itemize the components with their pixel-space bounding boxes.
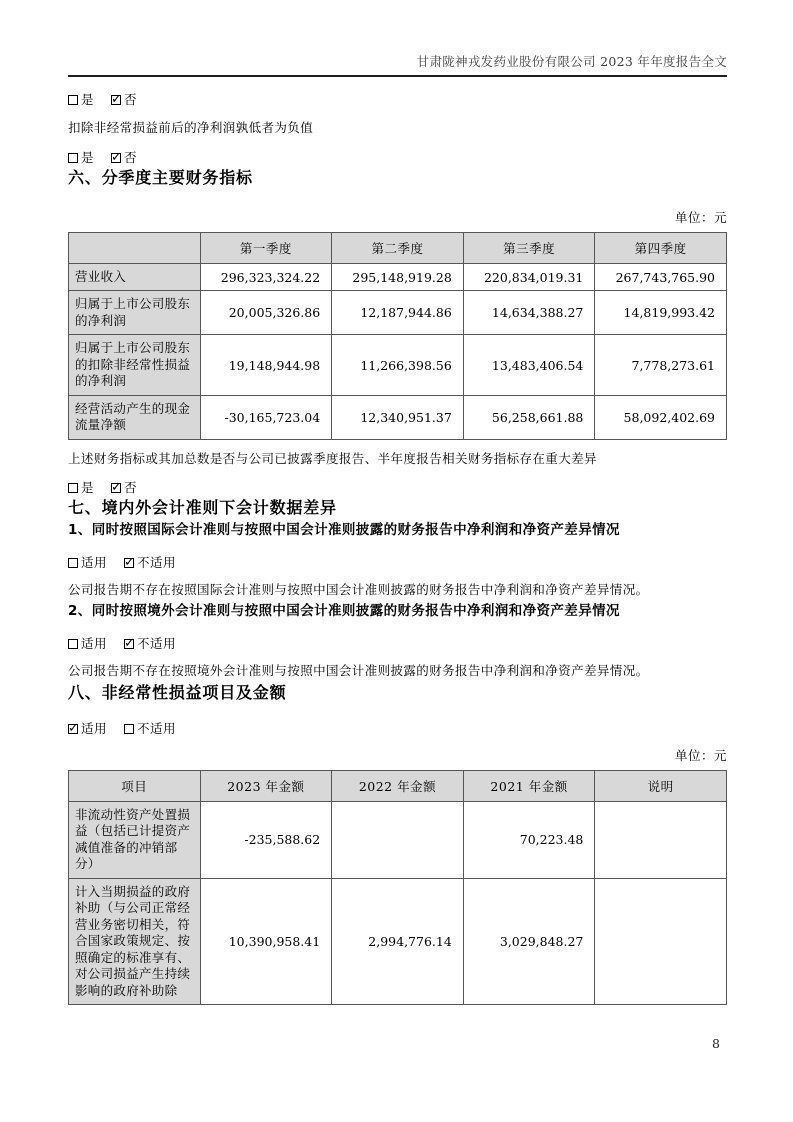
table-cell: 13,483,406.54 (463, 335, 595, 396)
checkbox-label: 不适用 (137, 635, 177, 651)
table-header-cell: 2021 年金额 (463, 770, 595, 801)
page-number: 8 (712, 1036, 720, 1051)
table-cell: -30,165,723.04 (200, 395, 332, 439)
check-line-applicable-3 (68, 721, 727, 736)
table-header-cell: 2023 年金额 (200, 770, 332, 801)
table-cell: 58,092,402.69 (595, 395, 727, 439)
checkbox-label: 否 (124, 149, 138, 165)
table-cell: 56,258,661.88 (463, 395, 595, 439)
section-seven-title: 七、境内外会计准则下会计数据差异 (68, 497, 337, 517)
table-cell: 70,223.48 (463, 801, 595, 878)
row-label-cell: 归属于上市公司股东的净利润 (69, 291, 201, 335)
unchecked-checkbox-icon (68, 639, 78, 649)
subsection-1-body: 公司报告期不存在按照国际会计准则与按照中国会计准则披露的财务报告中净利润和净资产差异情况。 (68, 581, 649, 597)
checkbox-label: 否 (124, 92, 138, 107)
checkbox-label: 适用 (81, 554, 108, 570)
row-label-cell: 经营活动产生的现金流量净额 (69, 395, 201, 439)
table-cell: 2,994,776.14 (332, 878, 464, 1005)
preamble-statement: 扣除非经常损益前后的净利润孰低者为负值 (68, 120, 314, 135)
table-cell (332, 801, 464, 878)
checkbox-option-applicable[interactable] (68, 555, 107, 570)
unit-label: 单位：元 (674, 209, 727, 225)
table-cell: 11,266,398.56 (332, 335, 464, 396)
unchecked-checkbox-icon (68, 95, 78, 105)
table-header-cell: 说明 (595, 770, 727, 801)
table-cell: 12,187,944.86 (332, 291, 464, 335)
checkbox-option-applicable[interactable] (68, 636, 107, 651)
table-header-cell: 项目 (69, 770, 201, 801)
table-cell: 7,778,273.61 (595, 335, 727, 396)
table-cell: 19,148,944.98 (200, 335, 332, 396)
unchecked-checkbox-icon (124, 724, 134, 734)
table-row (69, 263, 727, 291)
table-header-cell: 第一季度 (200, 232, 332, 263)
checkbox-label: 是 (81, 92, 95, 107)
table-header-row (69, 232, 727, 263)
checkbox-option-no[interactable] (111, 92, 137, 107)
table-cell: 20,005,326.86 (200, 291, 332, 335)
quarterly-financials-table (68, 232, 727, 440)
table-cell: 295,148,919.28 (332, 263, 464, 291)
check-line-yes-no-3 (68, 480, 727, 495)
table-cell: 14,634,388.27 (463, 291, 595, 335)
table-header-row (69, 770, 727, 801)
section-eight-title: 八、非经常性损益项目及金额 (68, 682, 287, 702)
document-header (68, 0, 727, 77)
checkbox-option-yes[interactable] (68, 480, 94, 495)
table-header-cell (69, 232, 201, 263)
table-cell: 267,743,765.90 (595, 263, 727, 291)
table-cell: 296,323,324.22 (200, 263, 332, 291)
checked-checkbox-icon (111, 95, 121, 105)
checkbox-option-not-applicable[interactable] (124, 636, 176, 651)
checked-checkbox-icon (111, 153, 121, 163)
table-cell (595, 878, 727, 1005)
subsection-1-title: 1、同时按照国际会计准则与按照中国会计准则披露的财务报告中净利润和净资产差异情况 (68, 521, 620, 538)
table-note: 上述财务指标或其加总数是否与公司已披露季度报告、半年度报告相关财务指标存在重大差异 (68, 450, 597, 466)
check-line-applicable-2 (68, 636, 727, 651)
table-cell: 10,390,958.41 (200, 878, 332, 1005)
non-recurring-items-table (68, 770, 727, 1006)
section-six-title: 六、分季度主要财务指标 (68, 167, 253, 187)
row-label-cell: 计入当期损益的政府补助（与公司正常经营业务密切相关，符合国家政策规定、按照确定的标准享有、对公司损益产生持续影响的政府补助除 (69, 878, 201, 1005)
check-line-yes-no-1 (68, 92, 727, 107)
checkbox-option-no[interactable] (111, 150, 137, 165)
table-cell: -235,588.62 (200, 801, 332, 878)
table-header-cell: 第三季度 (463, 232, 595, 263)
check-line-yes-no-2 (68, 150, 727, 165)
table-row (69, 335, 727, 396)
checkbox-option-applicable[interactable] (68, 721, 107, 736)
unchecked-checkbox-icon (68, 483, 78, 493)
table-row (69, 878, 727, 1005)
table-cell: 3,029,848.27 (463, 878, 595, 1005)
table-cell: 12,340,951.37 (332, 395, 464, 439)
row-label-cell: 归属于上市公司股东的扣除非经常性损益的净利润 (69, 335, 201, 396)
checked-checkbox-icon (68, 724, 78, 734)
table-header-cell: 2022 年金额 (332, 770, 464, 801)
check-line-applicable-1 (68, 555, 727, 570)
row-label-cell: 非流动性资产处置损益（包括已计提资产减值准备的冲销部分） (69, 801, 201, 878)
checkbox-option-yes[interactable] (68, 92, 94, 107)
checkbox-label: 不适用 (137, 554, 177, 570)
checkbox-label: 否 (124, 479, 138, 495)
checkbox-option-not-applicable[interactable] (124, 721, 176, 736)
checkbox-label: 适用 (81, 720, 108, 736)
checked-checkbox-icon (124, 639, 134, 649)
row-label-cell: 营业收入 (69, 263, 201, 291)
unit-label: 单位：元 (674, 747, 727, 763)
checkbox-label: 不适用 (137, 720, 177, 736)
checkbox-option-no[interactable] (111, 480, 137, 495)
checkbox-option-yes[interactable] (68, 150, 94, 165)
table-cell (595, 801, 727, 878)
unchecked-checkbox-icon (68, 558, 78, 568)
table-cell: 14,819,993.42 (595, 291, 727, 335)
table-row (69, 801, 727, 878)
table-row (69, 291, 727, 335)
table-header-cell: 第二季度 (332, 232, 464, 263)
subsection-2-title: 2、同时按照境外会计准则与按照中国会计准则披露的财务报告中净利润和净资产差异情况 (68, 602, 620, 619)
checkbox-label: 适用 (81, 635, 108, 651)
checkbox-option-not-applicable[interactable] (124, 555, 176, 570)
table-cell: 220,834,019.31 (463, 263, 595, 291)
table-header-cell: 第四季度 (595, 232, 727, 263)
subsection-2-body: 公司报告期不存在按照境外会计准则与按照中国会计准则披露的财务报告中净利润和净资产差异情况。 (68, 662, 649, 678)
checked-checkbox-icon (124, 558, 134, 568)
unchecked-checkbox-icon (68, 153, 78, 163)
table-row (69, 395, 727, 439)
document-header-title: 甘肃陇神戎发药业股份有限公司 2023 年年度报告全文 (416, 54, 727, 69)
checkbox-label: 是 (81, 479, 95, 495)
checkbox-label: 是 (81, 149, 95, 165)
checked-checkbox-icon (111, 483, 121, 493)
